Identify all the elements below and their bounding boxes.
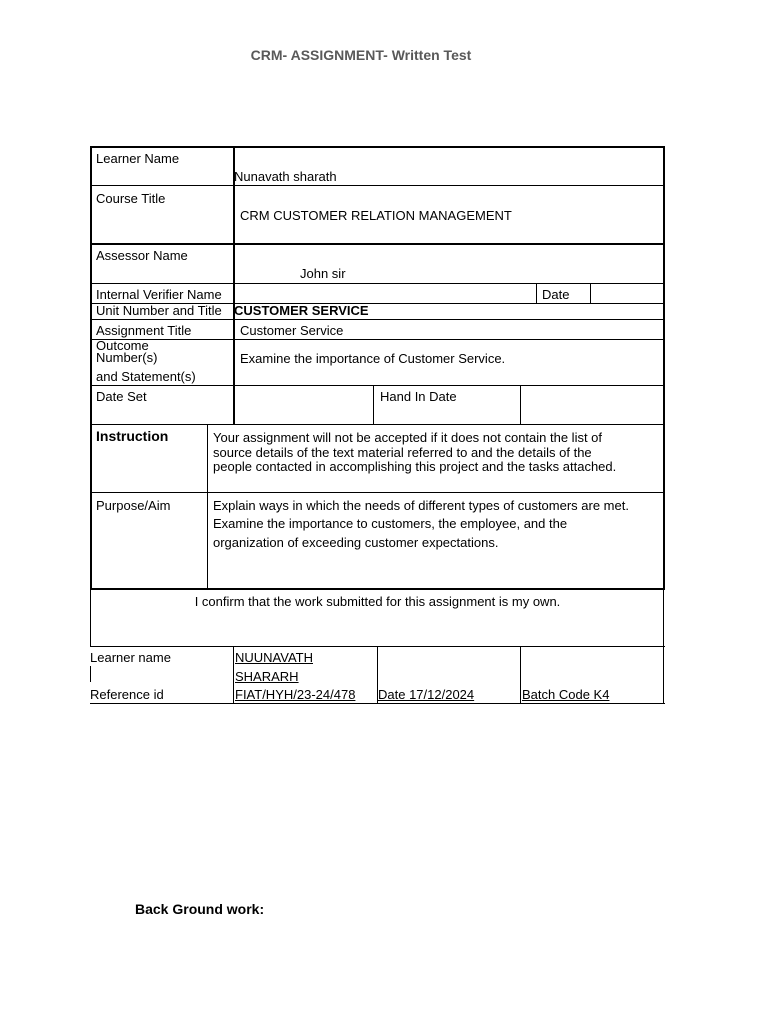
instruction-line-3: people contacted in accomplishing this project and the tasks attached. [213, 459, 617, 474]
purpose-line-2[interactable]: Examine the importance to customers, the employee, and the [213, 516, 568, 531]
outcome-label-line3: and Statement(s) [96, 369, 196, 384]
signature-date[interactable]: Date 17/12/2024 [378, 687, 475, 702]
purpose-line-1[interactable]: Explain ways in which the needs of different types of customers are met. [213, 498, 629, 513]
col-line [207, 424, 208, 589]
signature-learner-value-line1[interactable]: NUUNAVATH [235, 650, 313, 665]
row-line [90, 185, 665, 186]
confirmation-statement: I confirm that the work submitted for this assignment is my own. [194, 594, 561, 609]
row-line [90, 319, 665, 320]
outcome-label-line1: Outcome [96, 338, 149, 353]
instruction-line-2: source details of the text material referred to and the details of the [213, 445, 592, 460]
table-border-top [90, 146, 665, 148]
background-work-heading: Back Ground work: [135, 901, 265, 917]
row-line [90, 385, 665, 386]
text-cursor [90, 666, 91, 682]
learner-name-label: Learner Name [96, 151, 180, 166]
row-line [90, 283, 665, 284]
course-title-value[interactable]: CRM CUSTOMER RELATION MANAGEMENT [240, 208, 512, 223]
signature-border-bottom [90, 703, 665, 704]
learner-name-value[interactable]: Nunavath sharath [234, 169, 337, 184]
outcome-value[interactable]: Examine the importance of Customer Service. [240, 351, 506, 366]
instruction-label: Instruction [96, 428, 169, 444]
assessor-name-label: Assessor Name [96, 248, 188, 263]
verifier-date-label: Date [542, 287, 570, 302]
row-line [90, 588, 665, 590]
col-line [520, 385, 521, 424]
reference-id-label: Reference id [90, 687, 164, 702]
col-line [233, 646, 234, 703]
col-line [233, 146, 235, 425]
col-line [663, 646, 664, 703]
instruction-line-1: Your assignment will not be accepted if it does not contain the list of [213, 430, 603, 445]
col-line [520, 646, 521, 703]
col-line [536, 283, 537, 303]
reference-id-value[interactable]: FIAT/HYH/23-24/478 [235, 687, 356, 702]
internal-verifier-label: Internal Verifier Name [96, 287, 222, 302]
assignment-title-label: Assignment Title [96, 323, 192, 338]
purpose-line-3[interactable]: organization of exceeding customer expectations. [213, 535, 499, 550]
table-border-left [90, 146, 92, 589]
row-line [90, 492, 665, 493]
col-line [373, 385, 374, 424]
document-title: CRM- ASSIGNMENT- Written Test [250, 47, 472, 63]
row-line [90, 424, 665, 425]
col-line [590, 283, 591, 303]
outcome-label-line2: Number(s) [96, 350, 158, 365]
assessor-name-value[interactable]: John sir [300, 266, 346, 281]
hand-in-date-label: Hand In Date [380, 389, 457, 404]
date-set-label: Date Set [96, 389, 147, 404]
purpose-label: Purpose/Aim [96, 498, 171, 513]
table-border-right [663, 146, 665, 589]
unit-number-value[interactable]: CUSTOMER SERVICE [234, 303, 369, 318]
course-title-label: Course Title [96, 191, 166, 206]
row-line [90, 339, 665, 340]
signature-learner-value-line2[interactable]: SHARARH [235, 669, 299, 684]
batch-code[interactable]: Batch Code K4 [522, 687, 610, 702]
signature-learner-label: Learner name [90, 650, 171, 665]
row-line [90, 243, 665, 245]
assignment-title-value[interactable]: Customer Service [240, 323, 344, 338]
unit-number-label: Unit Number and Title [96, 303, 222, 318]
